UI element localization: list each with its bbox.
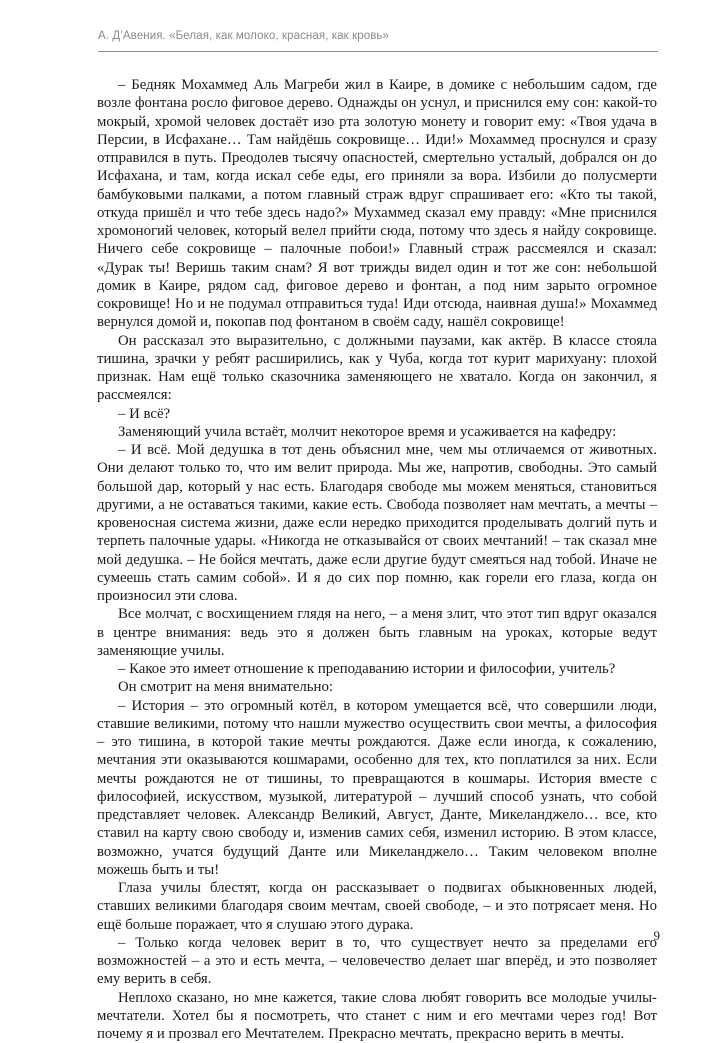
header-rule	[98, 51, 658, 52]
paragraph: Глаза училы блестят, когда он рассказывает о подвигах обыкновенных людей, ставших великими благодаря своим мечтам, своей свободе, – и это потрясает меня. Но ещё больше поражает, что я слушаю этого дурака.	[97, 879, 657, 934]
paragraph: – И всё. Мой дедушка в тот день объяснил мне, чем мы отличаемся от животных. Они делают только то, что им велит природа. Мы же, напротив, свободны. Это самый большой дар, который у нас есть. Благодаря свободе мы можем меняться, становиться другими, а не оставаться такими, какие есть. Свобода позволяет нам мечтать, а мечты – кровеносная система жизни, даже если нередко приходится проделывать долгий путь и терпеть палочные удары. «Никогда не отказывайся от своих мечтаний! – так сказал мне мой дедушка. – Не бойся мечтать, даже если другие будут смеяться над тобой. Иначе не сумеешь стать самим собой». И я до сих пор помню, как горели его глаза, когда он произносил эти слова.	[97, 441, 657, 605]
paragraph: Он смотрит на меня внимательно:	[97, 678, 657, 696]
paragraph: Заменяющий учила встаёт, молчит некоторое время и усаживается на кафедру:	[97, 423, 657, 441]
paragraph: Неплохо сказано, но мне кажется, такие слова любят говорить все молодые училы-мечтатели. Хотел бы я посмотреть, что станет с ним и его мечтами через год! Вот почему я и прозвал его Мечтателем. Прекрасно мечтать, прекрасно верить в мечты.	[97, 989, 657, 1043]
running-head: А. Д’Авения. «Белая, как молоко, красная, как кровь»	[98, 30, 658, 42]
paragraph: – И всё?	[97, 405, 657, 423]
paragraph: – Только когда человек верит в то, что существует нечто за пределами его возможностей – а это и есть мечта, – человечество делает шаг вперёд, и это позволяет ему верить в себя.	[97, 934, 657, 989]
paragraph: – Бедняк Мохаммед Аль Магреби жил в Каире, в домике с небольшим садом, где возле фонтана росло фиговое дерево. Однажды он уснул, и приснился ему сон: какой-то мокрый, хромой человек достаёт изо рта золотую монету и говорит ему: «Твоя удача в Персии, в Исфахане… Там найдёшь сокровище… Иди!» Мохаммед проснулся и сразу отправился в путь. Преодолев тысячу опасностей, смертельно усталый, добрался он до Исфахана, и там, когда искал себе еды, его приняли за вора. Избили до полусмерти бамбуковыми палками, а потом главный страж вдруг спрашивает его: «Кто ты такой, откуда пришёл и что тебе здесь надо?» Мухаммед сказал ему правду: «Мне приснился хромоногий человек, который велел прийти сюда, потому что здесь я найду сокровище. Ничего себе сокровище – палочные побои!» Главный страж рассмеялся и сказал: «Дурак ты! Веришь таким снам? Я вот трижды видел один и тот же сон: небольшой домик в Каире, рядом сад, фиговое дерево и фонтан, а под ним зарыто огромное сокровище! Но и не подумал отправиться туда! Иди отсюда, наивная душа!» Мохаммед вернулся домой и, покопав под фонтаном в своём саду, нашёл сокровище!	[97, 76, 657, 332]
paragraph: – Какое это имеет отношение к преподаванию истории и философии, учитель?	[97, 660, 657, 678]
paragraph: Все молчат, с восхищением глядя на него, – а меня злит, что этот тип вдруг оказался в центре внимания: ведь это я должен быть главным на уроках, которые ведут заменяющие училы.	[97, 605, 657, 660]
paragraph: – История – это огромный котёл, в котором умещается всё, что совершили люди, ставшие великими, потому что нашли мужество осуществить свои мечты, а философия – это тишина, в которой такие мечты рождаются. Даже если иногда, к сожалению, мечтания эти оказываются кошмарами, особенно для тех, кто поплатился за них. Если мечты рождаются не от тишины, то превращаются в кошмары. История вместе с философией, искусством, музыкой, литературой – лучший способ узнать, что собой представляет человек. Александр Великий, Август, Данте, Микеланджело… все, кто ставил на карту свою свободу и, изменив самих себя, изменил историю. В этом классе, возможно, учатся будущий Данте или Микеланджело… Таким человеком вполне можешь быть и ты!	[97, 697, 657, 880]
paragraph: Он рассказал это выразительно, с должными паузами, как актёр. В классе стояла тишина, зрачки у ребят расширились, как у Чуба, когда тот курит марихуану: плохой признак. Нам ещё только сказочника заменяющего не хватало. Когда он закончил, я рассмеялся:	[97, 332, 657, 405]
page-number: 9	[640, 928, 660, 944]
body-text	[97, 76, 657, 1043]
